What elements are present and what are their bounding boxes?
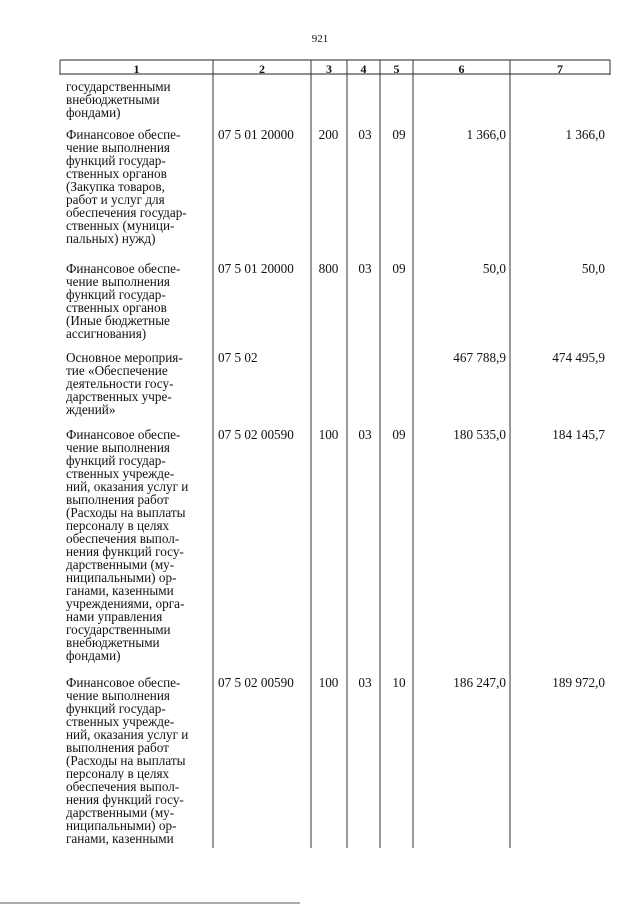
row-1-description: Финансовое обеспе- чение выполнения функций государ- ственных органов (Закупка товаров, работ и услуг для обеспечения государ- ственных (муници- пальных) нужд) — [66, 127, 187, 246]
row-4-code: 07 5 02 00590 — [218, 427, 294, 442]
row-4-col-4: 03 — [358, 427, 372, 442]
row-5-code: 07 5 02 00590 — [218, 675, 294, 690]
row-5-col-4: 03 — [358, 675, 372, 690]
row-2-col-3: 800 — [318, 261, 339, 276]
row-1-col-7: 1 366,0 — [565, 127, 605, 142]
row-2-col-6: 50,0 — [482, 261, 506, 276]
row-2-col-5: 09 — [392, 261, 406, 276]
row-4-col-3: 100 — [318, 427, 339, 442]
row-4-col-5: 09 — [392, 427, 406, 442]
header-col-2: 2 — [259, 62, 265, 76]
row-2-col-4: 03 — [358, 261, 372, 276]
header-col-3: 3 — [326, 62, 332, 76]
row-2-code: 07 5 01 20000 — [218, 261, 294, 276]
row-3-code: 07 5 02 — [218, 350, 258, 365]
row-1-col-4: 03 — [358, 127, 372, 142]
row-3-col-6: 467 788,9 — [453, 350, 506, 365]
header-col-4: 4 — [360, 62, 367, 76]
row-0-description: государственными внебюджетными фондами) — [66, 79, 171, 120]
header-col-5: 5 — [393, 62, 400, 76]
row-1-col-6: 1 366,0 — [466, 127, 506, 142]
row-2-description: Финансовое обеспе- чение выполнения функций государ- ственных органов (Иные бюджетные ассигнования) — [66, 261, 181, 341]
row-4-description: Финансовое обеспе- чение выполнения функций государ- ственных учрежде- ний, оказания услуг и выполнения работ (Расходы на выплаты персоналу в целях обеспечения выпол- нения функций госу- дарственными (му- ниципальными) ор- ганами, казенными учреждениями, орга- нами управления государственными внебюджетными фондами) — [66, 427, 189, 663]
row-4-col-7: 184 145,7 — [552, 427, 605, 442]
header-col-1: 1 — [133, 62, 140, 76]
header-col-7: 7 — [557, 62, 563, 76]
row-5-col-7: 189 972,0 — [552, 675, 605, 690]
row-1-col-3: 200 — [318, 127, 339, 142]
row-3-description: Основное мероприя- тие «Обеспечение деятельности госу- дарственных учре- ждений» — [66, 350, 183, 417]
row-1-code: 07 5 01 20000 — [218, 127, 294, 142]
row-5-col-3: 100 — [318, 675, 339, 690]
row-3-col-7: 474 495,9 — [552, 350, 605, 365]
row-5-col-6: 186 247,0 — [453, 675, 506, 690]
row-4-col-6: 180 535,0 — [453, 427, 506, 442]
row-5-col-5: 10 — [392, 675, 406, 690]
header-col-6: 6 — [458, 62, 465, 76]
row-5-description: Финансовое обеспе- чение выполнения функций государ- ственных учрежде- ний, оказания услуг и выполнения работ (Расходы на выплаты персоналу в целях обеспечения выпол- нения функций госу- дарственными (му- ниципальными) ор- ганами, казенными — [66, 675, 189, 846]
row-1-col-5: 09 — [392, 127, 406, 142]
row-2-col-7: 50,0 — [581, 261, 605, 276]
page-number: 921 — [311, 33, 329, 45]
